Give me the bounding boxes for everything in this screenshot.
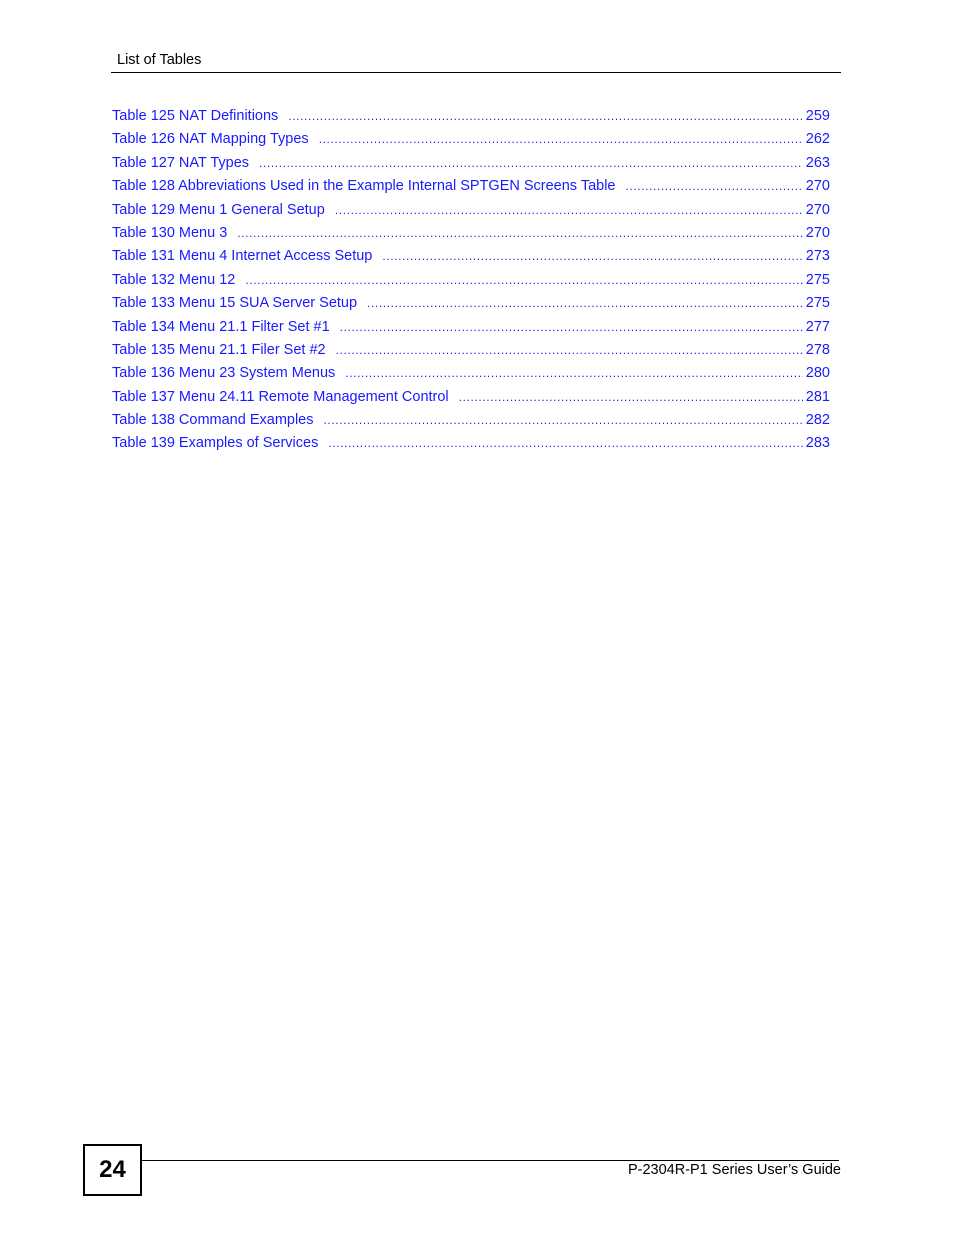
dot-leader xyxy=(626,175,803,198)
dot-leader xyxy=(335,199,803,222)
toc-entry[interactable] xyxy=(112,316,830,339)
toc-entry[interactable] xyxy=(112,292,830,315)
dot-leader xyxy=(367,292,803,315)
list-of-tables xyxy=(112,105,830,456)
toc-entry-title[interactable]: Table 137 Menu 24.11 Remote Management Control xyxy=(112,388,449,405)
dot-leader xyxy=(324,409,803,432)
toc-entry-page[interactable]: 270 xyxy=(805,224,830,241)
toc-entry[interactable] xyxy=(112,386,830,409)
toc-entry[interactable] xyxy=(112,199,830,222)
dot-leader xyxy=(259,152,803,175)
toc-entry-page[interactable]: 281 xyxy=(805,388,830,405)
toc-entry-title[interactable]: Table 133 Menu 15 SUA Server Setup xyxy=(112,295,358,312)
toc-entry-page[interactable]: 273 xyxy=(805,248,830,265)
toc-entry-title[interactable]: Table 131 Menu 4 Internet Access Setup xyxy=(112,248,373,265)
toc-entry[interactable] xyxy=(112,175,830,198)
dot-leader xyxy=(245,269,802,292)
toc-entry-title[interactable]: Table 127 NAT Types xyxy=(112,154,250,171)
toc-entry-page[interactable]: 270 xyxy=(805,178,830,195)
dot-leader xyxy=(319,128,803,151)
toc-entry-title[interactable]: Table 126 NAT Mapping Types xyxy=(112,131,309,148)
toc-entry-page[interactable]: 270 xyxy=(805,201,830,218)
toc-entry[interactable] xyxy=(112,432,830,455)
toc-entry[interactable] xyxy=(112,222,830,245)
dot-leader xyxy=(340,316,803,339)
toc-entry-page[interactable]: 283 xyxy=(805,435,830,452)
toc-entry[interactable] xyxy=(112,245,830,268)
toc-entry-page[interactable]: 275 xyxy=(805,271,830,288)
toc-entry-title[interactable]: Table 135 Menu 21.1 Filer Set #2 xyxy=(112,341,326,358)
dot-leader xyxy=(237,222,803,245)
toc-entry[interactable] xyxy=(112,105,830,128)
dot-leader xyxy=(328,432,802,455)
dot-leader xyxy=(345,362,803,385)
header-divider xyxy=(111,72,841,73)
toc-entry-page[interactable]: 263 xyxy=(805,154,830,171)
page-number: 24 xyxy=(99,1156,126,1183)
toc-entry-page[interactable]: 262 xyxy=(805,131,830,148)
toc-entry-page[interactable]: 280 xyxy=(805,365,830,382)
toc-entry-page[interactable]: 275 xyxy=(805,295,830,312)
toc-entry-page[interactable]: 282 xyxy=(805,412,830,429)
toc-entry-title[interactable]: Table 139 Examples of Services xyxy=(112,435,319,452)
toc-entry[interactable] xyxy=(112,339,830,362)
toc-entry-page[interactable]: 278 xyxy=(805,341,830,358)
toc-entry-title[interactable]: Table 130 Menu 3 xyxy=(112,224,228,241)
toc-entry[interactable] xyxy=(112,362,830,385)
toc-entry-page[interactable]: 259 xyxy=(805,108,830,124)
toc-entry[interactable] xyxy=(112,152,830,175)
toc-entry-title[interactable]: Table 138 Command Examples xyxy=(112,412,314,429)
toc-entry-title[interactable]: Table 125 NAT Definitions xyxy=(112,108,279,124)
page-number-box xyxy=(83,1144,142,1196)
dot-leader xyxy=(459,386,803,409)
toc-entry-title[interactable]: Table 134 Menu 21.1 Filter Set #1 xyxy=(112,318,330,335)
toc-entry-title[interactable]: Table 136 Menu 23 System Menus xyxy=(112,365,336,382)
toc-entry-title[interactable]: Table 128 Abbreviations Used in the Example Internal SPTGEN Screens Table xyxy=(112,178,616,195)
dot-leader xyxy=(288,105,802,128)
running-header-title: List of Tables xyxy=(117,52,202,68)
toc-entry-title[interactable]: Table 129 Menu 1 General Setup xyxy=(112,201,325,218)
footer-guide-title: P-2304R-P1 Series User’s Guide xyxy=(627,1162,841,1178)
dot-leader xyxy=(382,245,802,268)
dot-leader xyxy=(336,339,803,362)
toc-entry-page[interactable]: 277 xyxy=(805,318,830,335)
toc-entry-title[interactable]: Table 132 Menu 12 xyxy=(112,271,236,288)
toc-entry[interactable] xyxy=(112,409,830,432)
footer-divider xyxy=(141,1160,839,1161)
toc-entry[interactable] xyxy=(112,128,830,151)
toc-entry[interactable] xyxy=(112,269,830,292)
